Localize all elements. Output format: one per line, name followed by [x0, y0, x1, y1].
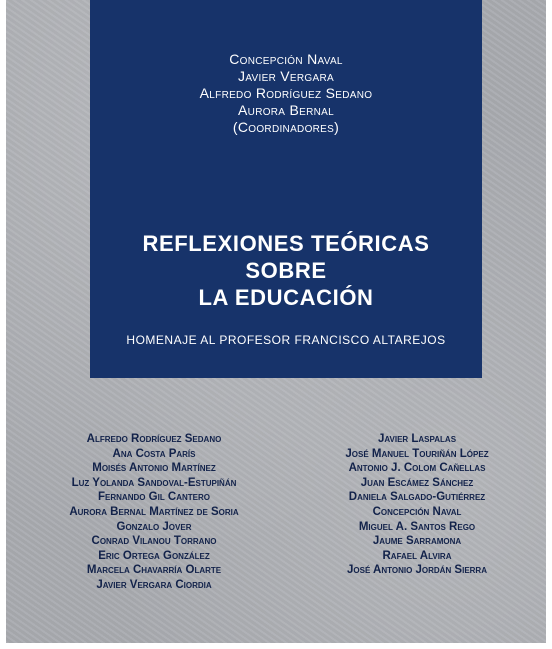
author-name: Luz Yolanda Sandoval-Estupiñán	[71, 476, 237, 489]
coordinators-label: (Coordinadores)	[232, 119, 340, 135]
author-name: Miguel A. Santos Rego	[358, 520, 476, 533]
author-name: Juan Escámez Sánchez	[360, 476, 474, 489]
author-name: Daniela Salgado-Gutiérrez	[348, 491, 486, 504]
author-name: Moisés Antonio Martínez	[92, 462, 216, 475]
author-name: Alfredo Rodríguez Sedano	[86, 433, 222, 445]
book-title-line: REFLEXIONES TEÓRICAS	[142, 231, 430, 256]
authors-right-column	[297, 432, 537, 578]
author-name: Concepción Naval	[372, 505, 462, 518]
author-name: Gonzalo Jover	[116, 520, 192, 533]
coordinators-list	[90, 51, 482, 136]
coordinator-name: Alfredo Rodríguez Sedano	[199, 85, 373, 101]
author-name: Marcela Chavarría Olarte	[86, 564, 222, 577]
book-title-line: LA EDUCACIÓN	[198, 285, 374, 310]
book-title	[90, 230, 482, 311]
author-name: Aurora Bernal Martínez de Soria	[69, 505, 239, 518]
authors-left-column	[34, 432, 274, 593]
author-name: Eric Ortega González	[98, 549, 210, 562]
book-subtitle: HOMENAJE AL PROFESOR FRANCISCO ALTAREJOS	[126, 333, 446, 347]
coordinator-name: Concepción Naval	[229, 51, 343, 67]
coordinator-name: Javier Vergara	[238, 68, 334, 84]
coordinator-name: Aurora Bernal	[238, 102, 334, 118]
book-title-line: SOBRE	[245, 258, 327, 283]
author-name: Jaume Sarramona	[372, 535, 462, 548]
author-name: José Antonio Jordán Sierra	[346, 564, 487, 577]
book-cover	[6, 0, 546, 643]
author-name: Fernando Gil Cantero	[98, 491, 210, 504]
author-name: Antonio J. Colom Cañellas	[348, 462, 486, 475]
author-name: José Manuel Touriñán López	[345, 447, 489, 460]
author-name: Ana Costa París	[112, 447, 196, 460]
author-name: Javier Laspalas	[377, 433, 457, 445]
author-name: Conrad Vilanou Torrano	[91, 535, 217, 548]
title-panel	[90, 0, 482, 378]
author-name: Rafael Alvira	[382, 549, 452, 562]
author-name: Javier Vergara Ciordia	[96, 578, 212, 591]
